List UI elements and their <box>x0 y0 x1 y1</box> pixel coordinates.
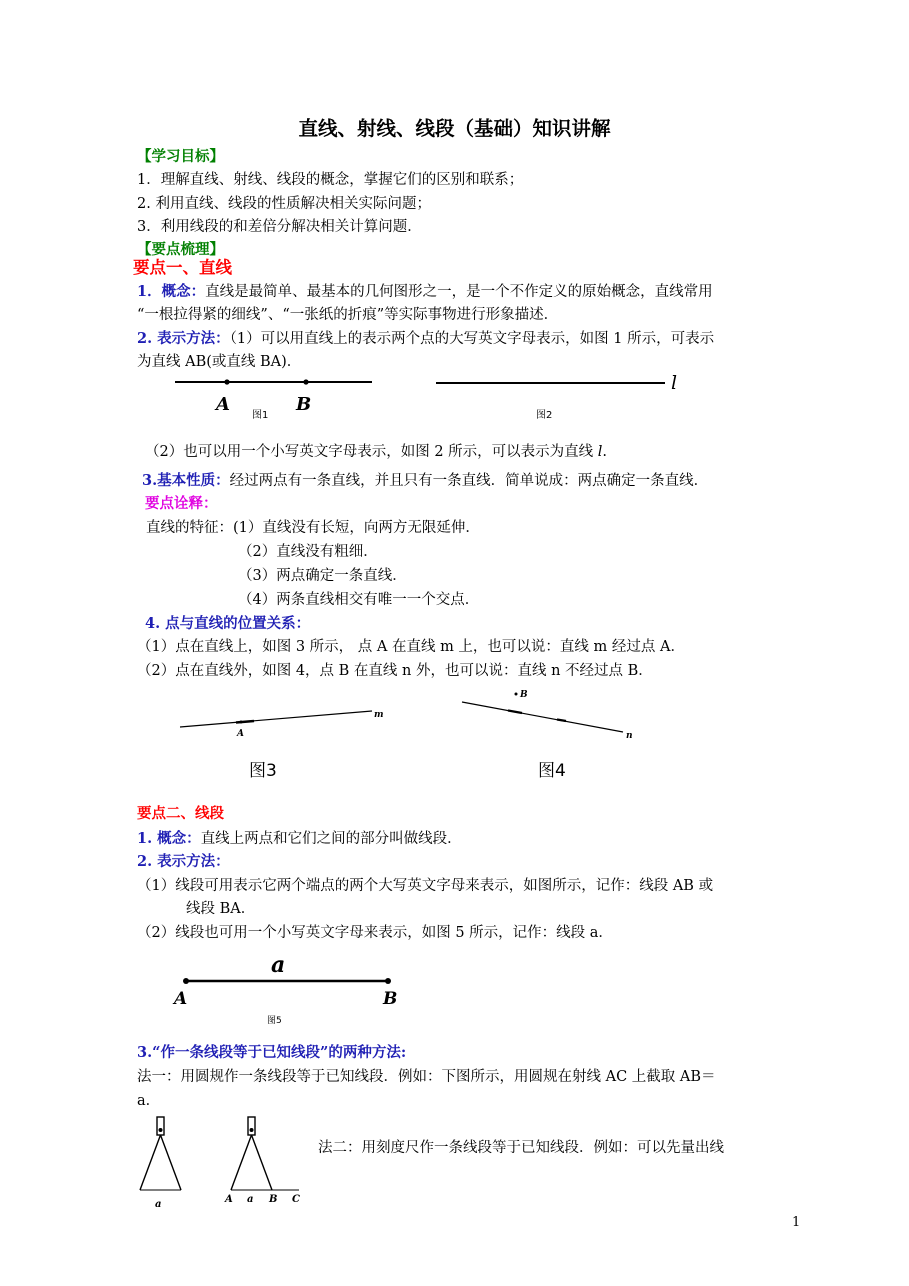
line-repr-2-letter: l <box>597 444 603 460</box>
fig3-caption: 图3 <box>249 761 277 781</box>
line-repr-cont: 为直线 AB(或直线 BA)． <box>137 354 302 370</box>
segment-repr-item: （1）线段可用表示它两个端点的两个大写英文字母来表示，如图所示，记作：线段 AB 或 <box>137 878 714 894</box>
goal-item: 2. 利用直线、线段的性质解决相关实际问题； <box>137 196 431 212</box>
line-repr-2-end: . <box>602 444 608 460</box>
goal-item: 1．理解直线、射线、线段的概念，掌握它们的区别和联系； <box>137 172 524 188</box>
line-repr-label: 2. 表示方法： <box>137 330 230 347</box>
feature-item: （3）两点确定一条直线． <box>238 568 407 584</box>
summary-heading: 【要点梳理】 <box>137 241 224 258</box>
method2-text: 法二：用刻度尺作一条线段等于已知线段．例如：可以先量出线 <box>318 1140 724 1156</box>
segment-repr-label: 2. 表示方法： <box>137 853 230 870</box>
method-label: 3.“作一条线段等于已知线段”的两种方法: <box>137 1044 407 1061</box>
fig2-caption: 图2 <box>536 410 553 421</box>
method1-text: 法一：用圆规作一条线段等于已知线段．例如：下图所示，用圆规在射线 AC 上截取 AB＝ <box>137 1069 716 1085</box>
page-number: 1 <box>792 1215 801 1230</box>
line-repr-2 <box>145 442 607 462</box>
compass2-label-a-small: a <box>247 1194 254 1205</box>
segment-concept-text: 直线上两点和它们之间的部分叫做线段． <box>200 831 462 847</box>
fig5-label-a: A <box>174 989 188 1009</box>
segment-concept-label: 1. 概念： <box>137 830 201 847</box>
compass-figures <box>135 1115 315 1215</box>
line-concept-cont: “一根拉得紧的细线”、“一张纸的折痕”等实际事物进行形象描述． <box>137 307 559 323</box>
fig4-caption: 图4 <box>538 761 566 781</box>
figure-3-4 <box>170 685 650 785</box>
fig1-caption: 图1 <box>252 410 269 421</box>
page-title: 直线、射线、线段（基础）知识讲解 <box>298 117 611 140</box>
segment-repr-item: 线段 BA． <box>186 901 256 917</box>
relation-item: （1）点在直线上，如图 3 所示， 点 A 在直线 m 上，也可以说：直线 m 经过点 A． <box>137 639 685 655</box>
point-b <box>303 379 308 384</box>
fig5-label-b: B <box>383 989 398 1009</box>
segment-concept <box>137 829 462 849</box>
compass2-label-b: B <box>269 1194 278 1205</box>
line-repr-2-text: （2）也可以用一个小写英文字母表示，如图 2 所示，可以表示为直线 <box>145 444 594 460</box>
section2-heading: 要点二、线段 <box>137 805 224 822</box>
feature-item: 直线的特征：(1）直线没有长短，向两方无限延伸． <box>146 520 480 536</box>
fig4-label-n: n <box>626 731 633 741</box>
fig3-label-m: m <box>374 710 384 720</box>
compass-2 <box>224 1117 300 1205</box>
fig5-caption: 图5 <box>267 1016 282 1026</box>
feature-item: （2）直线没有粗细． <box>238 544 378 560</box>
fig5-label-a-small: a <box>271 952 286 978</box>
fig1-label-a: A <box>216 394 230 415</box>
relation-item: （2）点在直线外，如图 4，点 B 在直线 n 外，也可以说：直线 n 不经过点 B． <box>137 663 653 679</box>
point-a <box>224 379 229 384</box>
line-property-label: 3.基本性质： <box>142 472 230 489</box>
fig1-label-b: B <box>296 394 312 415</box>
line-concept-label: 1．概念： <box>137 283 206 300</box>
line-concept <box>137 282 713 302</box>
line-repr-text: （1）可以用直线上的表示两个点的大写英文字母表示，如图 1 所示，可表示 <box>229 331 715 347</box>
section1-heading: 要点一、直线 <box>133 258 232 277</box>
fig2-line-label: l <box>671 372 678 394</box>
compass-1 <box>140 1117 181 1210</box>
note-label: 要点诠释： <box>145 495 218 512</box>
compass2-label-c: C <box>292 1194 300 1205</box>
line-property <box>142 471 708 491</box>
figure-5 <box>170 950 410 1025</box>
fig3-label-a: A <box>237 729 244 739</box>
line-concept-text: 直线是最简单、最基本的几何图形之一，是一个不作定义的原始概念，直线常用 <box>205 284 713 300</box>
goals-heading: 【学习目标】 <box>137 148 224 165</box>
line-repr <box>137 329 714 349</box>
compass2-label-a: A <box>225 1194 233 1205</box>
fig4-label-b: B <box>520 690 528 700</box>
figure-1-2 <box>170 372 690 422</box>
segment-repr-item: （2）线段也可用一个小写英文字母来表示，如图 5 所示，记作：线段 a． <box>137 925 613 941</box>
line-property-text: 经过两点有一条直线，并且只有一条直线．简单说成：两点确定一条直线． <box>229 473 709 489</box>
method1-text-cont: a． <box>137 1093 161 1109</box>
compass1-label-a: a <box>155 1199 162 1210</box>
goal-item: 3．利用线段的和差倍分解决相关计算问题． <box>137 219 422 235</box>
feature-item: （4）两条直线相交有唯一一个交点． <box>238 592 480 608</box>
relation-label: 4. 点与直线的位置关系： <box>145 615 311 632</box>
